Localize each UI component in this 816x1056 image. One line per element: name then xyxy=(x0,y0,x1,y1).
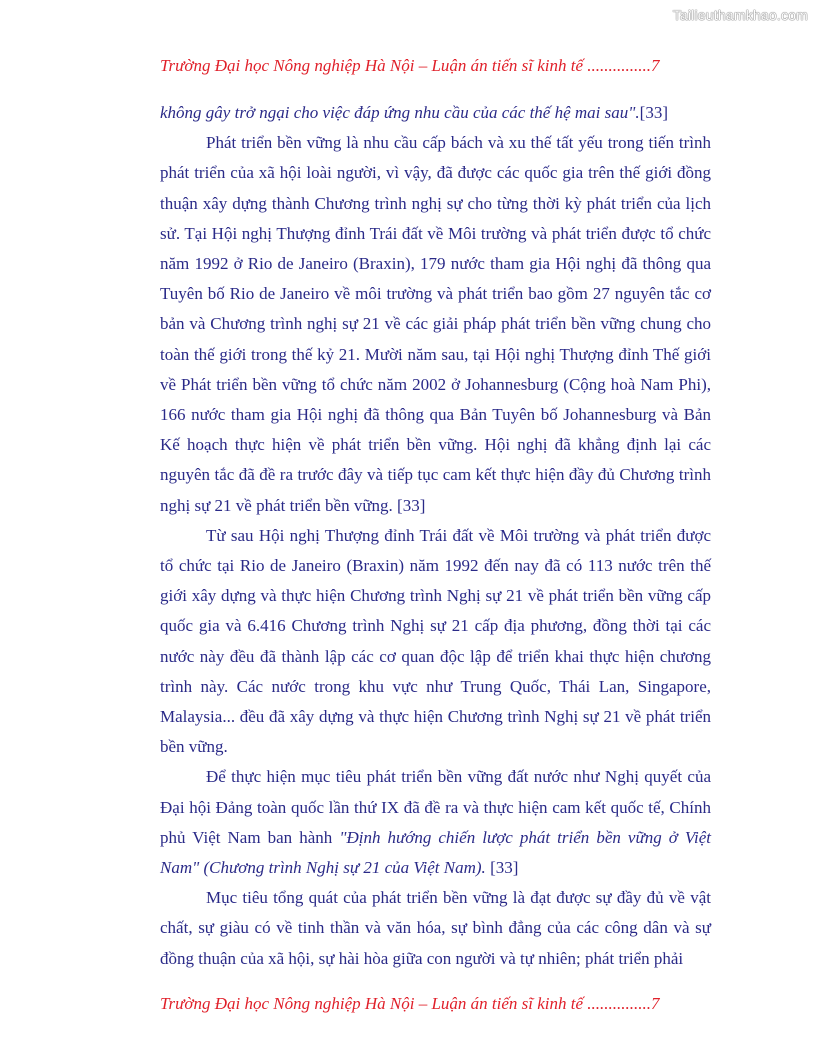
paragraph-4: Mục tiêu tổng quát của phát triển bền vững là đạt được sự đầy đủ về vật chất, sự giàu có về tinh thần và văn hóa, sự bình đẳng của các công dân và sự đồng thuận của xã hội, sự hài hòa giữa con người và tự nhiên; phát triển phải xyxy=(160,888,711,968)
paragraph-3-text: Để thực hiện mục tiêu phát triển bền vững đất nước như Nghị quyết của Đại hội Đảng toàn quốc lần thứ IX đã đề ra và thực hiện cam kết quốc tế, Chính phủ Việt Nam ban hành xyxy=(160,767,711,847)
paragraph-1: Phát triển bền vững là nhu cầu cấp bách và xu thế tất yếu trong tiến trình phát triển của xã hội loài người, vì vậy, đã được các quốc gia trên thế giới đồng thuận xây dựng thành Chương trình nghị sự cho từng thời kỳ phát triển của lịch sử. Tại Hội nghị Thượng đỉnh Trái đất về Môi trường và phát triển được tổ chức năm 1992 ở Rio de Janeiro (Braxin), 179 nước tham gia Hội nghị đã thông qua Tuyên bố Rio de Janeiro về môi trường và phát triển bao gồm 27 nguyên tắc cơ bản và Chương trình nghị sự 21 về các giải pháp phát triển bền vững chung cho toàn thế giới trong thế kỷ 21. Mười năm sau, tại Hội nghị Thượng đỉnh Thế giới về Phát triển bền vững tổ chức năm 2002 ở Johannesburg (Cộng hoà Nam Phi), 166 nước tham gia Hội nghị đã thông qua Bản Tuyên bố Johannesburg và Bản Kế hoạch thực hiện về phát triển bền vững. Hội nghị đã khẳng định lại các nguyên tắc đã đề ra trước đây và tiếp tục cam kết thực hiện đầy đủ Chương trình nghị sự 21 về phát triển bền vững. [33] xyxy=(160,133,711,515)
strategy-title: "Định hướng chiến lược phát triển bền vững ở Việt Nam" (Chương trình Nghị sự 21 của Việt Nam). xyxy=(160,827,712,878)
running-foot: Trường Đại học Nông nghiệp Hà Nội – Luận án tiến sĩ kinh tế ...............7 xyxy=(160,994,660,1013)
running-head: Trường Đại học Nông nghiệp Hà Nội – Luận án tiến sĩ kinh tế ...............7 xyxy=(160,56,660,75)
citation: [33] xyxy=(639,103,668,122)
paragraph-continuation xyxy=(160,98,711,128)
body-text xyxy=(160,98,711,974)
quote-end: không gây trở ngại cho việc đáp ứng nhu cầu của các thế hệ mai sau". xyxy=(160,103,640,122)
paragraph-3 xyxy=(160,762,711,883)
citation: [33] xyxy=(485,858,519,878)
watermark-text: Tailieuthamkhao.com xyxy=(672,7,808,23)
paragraph-2: Từ sau Hội nghị Thượng đỉnh Trái đất về Môi trường và phát triển được tổ chức tại Rio de Janeiro (Braxin) năm 1992 đến nay đã có 113 nước trên thế giới xây dựng và thực hiện Chương trình Nghị sự 21 về phát triển bền vững cấp quốc gia và 6.416 Chương trình Nghị sự 21 cấp địa phương, đồng thời tại các nước này đều đã thành lập các cơ quan độc lập để triển khai thực hiện chương trình này. Các nước trong khu vực như Trung Quốc, Thái Lan, Singapore, Malaysia... đều đã xây dựng và thực hiện Chương trình Nghị sự 21 về phát triển bền vững. xyxy=(160,525,711,757)
